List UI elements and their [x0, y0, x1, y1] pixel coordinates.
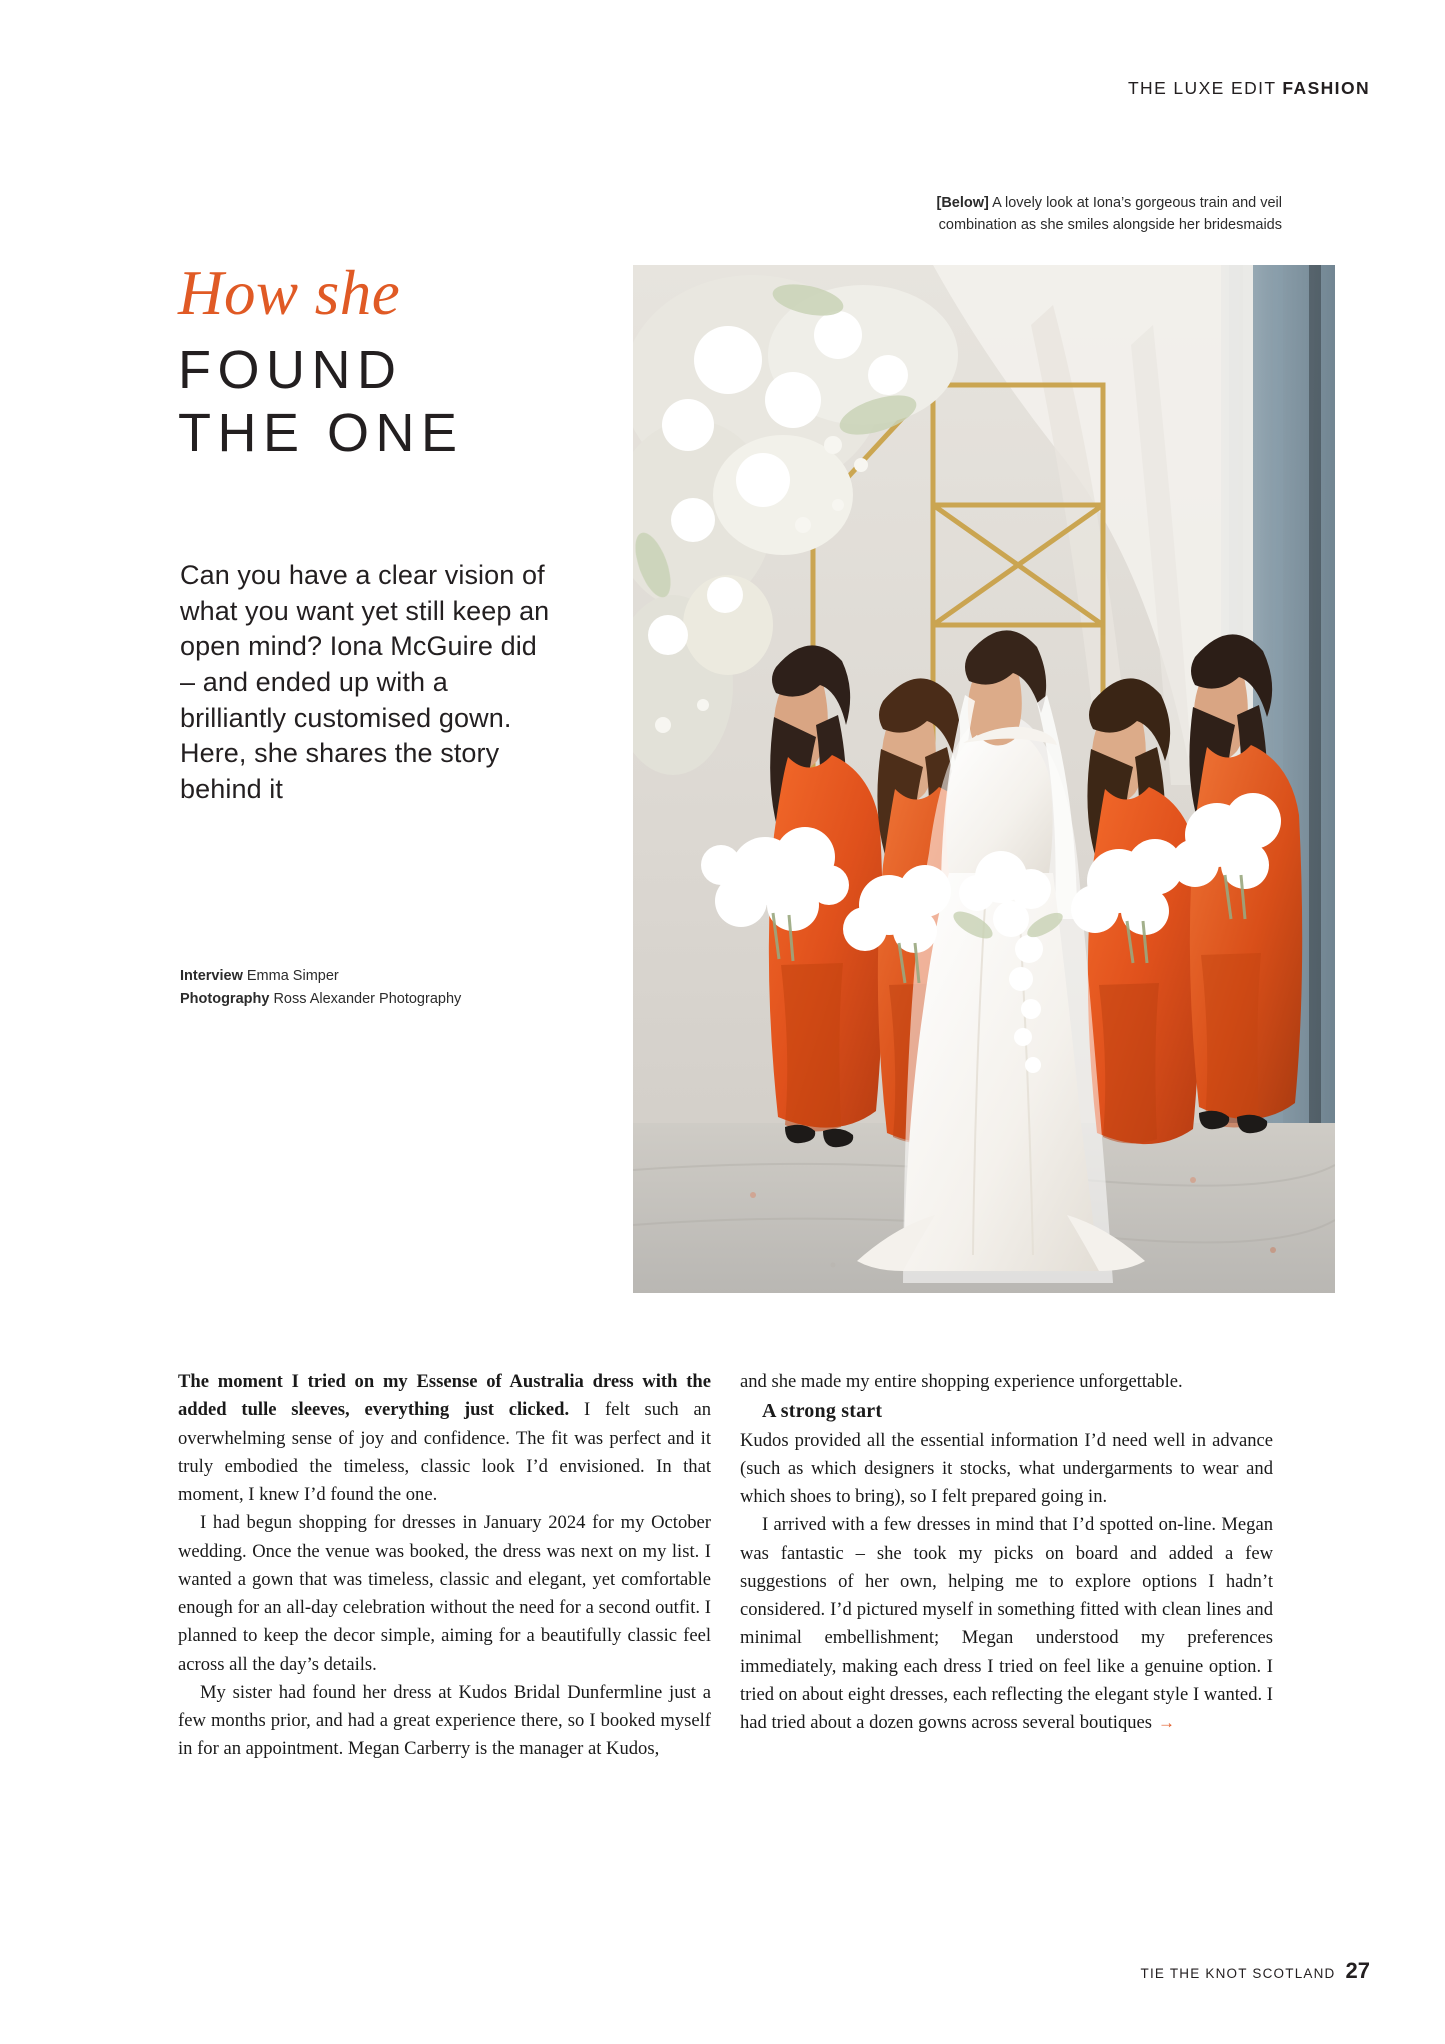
headline-line-3: THE ONE	[178, 403, 464, 464]
photo-caption-label: [Below]	[936, 195, 989, 211]
standfirst: Can you have a clear vision of what you want yet still keep an open mind? Iona McGuire did – and ended up with a brilliantly customised gown. Here, she shares the story behind it	[180, 560, 550, 804]
credit-photography	[180, 988, 580, 1011]
paragraph-continued: and she made my entire shopping experience unforgettable.	[740, 1371, 1183, 1392]
credit-photography-name: Ross Alexander Photography	[269, 991, 462, 1008]
body-column-right	[740, 1368, 1273, 1737]
paragraph: My sister had found her dress at Kudos Bridal Dunfermline just a few months prior, and had a great experience there, so I booked myself in for an appointment. Megan Carberry is the manager at Kudos,	[178, 1681, 711, 1760]
paragraph	[740, 1511, 1273, 1737]
intro-rest: I felt such an overwhelming sense of joy and confidence. The fit was perfect and it truly embodied the timeless, classic look I’d envisioned. In that moment, I knew I’d found the one.	[178, 1399, 711, 1505]
headline-script-line: How she	[178, 258, 401, 328]
running-head-section: THE LUXE EDIT	[1127, 78, 1277, 98]
credit-interview-label: Interview	[180, 968, 243, 984]
paragraph: Kudos provided all the essential information I’d need well in advance (such as which designers it stocks, what undergarments to wear and which shoes to bring), so I felt prepared going in.	[740, 1429, 1273, 1508]
photo-caption	[862, 192, 1282, 237]
credit-interview-name: Emma Simper	[242, 968, 339, 984]
wedding-photo	[633, 265, 1335, 1293]
intro-bold-lead: The moment I tried on my Essense of Australia dress with the added tulle sleeves, everything just clicked.	[178, 1371, 711, 1421]
paragraph-text: I arrived with a few dresses in mind that I’d spotted on-line. Megan was fantastic – she took my picks on board and added a few suggestions of her own, helping me to explore options I hadn’t considered. I’d pictured myself in something fitted with clean lines and minimal embellishment; Megan understood my preferences immediately, making each dress I tried on feel like a genuine option. I tried on about eight dresses, each reflecting the elegant style I wanted. I had tried about a dozen gowns across several boutiques	[740, 1514, 1273, 1734]
credit-interview	[180, 965, 580, 988]
page-title	[178, 258, 598, 465]
running-head-category: FASHION	[1282, 78, 1370, 98]
headline-line-2: FOUND	[178, 340, 403, 400]
folio	[1141, 1958, 1370, 1984]
running-head	[1128, 78, 1370, 99]
paragraph-intro	[178, 1368, 711, 1509]
paragraph: I had begun shopping for dresses in January 2024 for my October wedding. Once the venue was booked, the dress was next on my list. I wanted a gown that was timeless, classic and elegant, yet comfortable enough for an all-day celebration without the need for a second outfit. I planned to keep the decor simple, aiming for a beautifully classic feel across all the day’s details.	[178, 1512, 711, 1675]
page-number: 27	[1345, 1958, 1370, 1983]
folio-publication: TIE THE KNOT SCOTLAND	[1140, 1966, 1336, 1981]
section-subheading: A strong start	[762, 1400, 883, 1423]
continued-arrow-icon: →	[1158, 1713, 1176, 1733]
credit-photography-label: Photography	[180, 991, 270, 1008]
photo-caption-text: A lovely look at Iona’s gorgeous train and veil combination as she smiles alongside her bridesmaids	[938, 195, 1282, 234]
credits	[180, 965, 580, 1011]
body-column-left	[178, 1368, 711, 1764]
